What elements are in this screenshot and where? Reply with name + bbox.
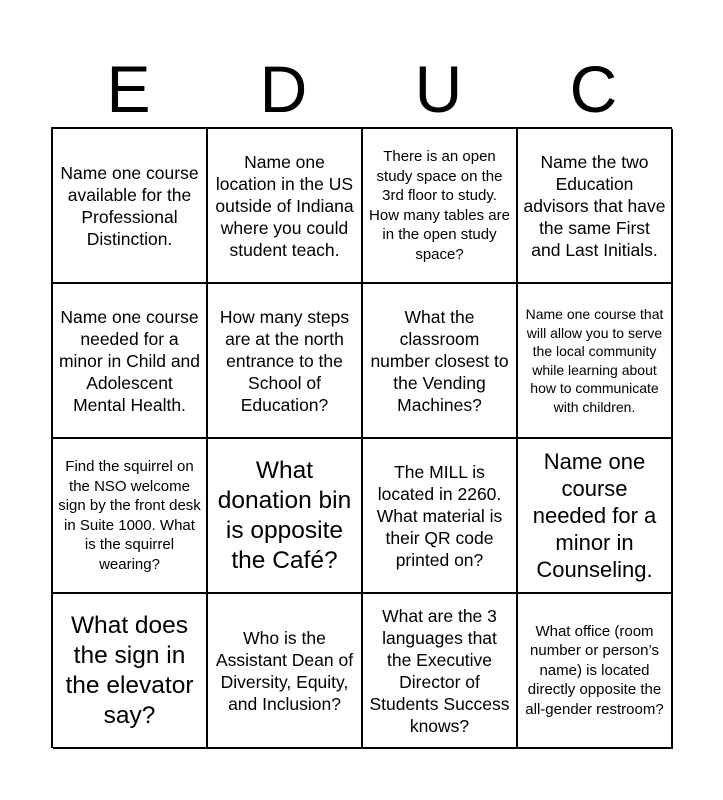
bingo-cell[interactable] xyxy=(53,129,208,284)
cell-text: What are the 3 languages that the Executive Director of Students Success knows? xyxy=(369,605,510,736)
bingo-grid xyxy=(51,127,672,748)
bingo-cell[interactable] xyxy=(363,129,518,284)
bingo-cell[interactable] xyxy=(208,284,363,439)
bingo-cell[interactable] xyxy=(53,594,208,749)
cell-text: What the classroom number closest to the Vending Machines? xyxy=(370,306,509,415)
bingo-header xyxy=(51,50,671,128)
header-letter-d: D xyxy=(259,52,308,126)
header-letter-u: U xyxy=(414,52,463,126)
bingo-cell[interactable] xyxy=(518,129,673,284)
cell-text: The MILL is located in 2260. What material is their QR code printed on? xyxy=(376,461,503,570)
header-letter-e: E xyxy=(106,52,151,126)
bingo-cell[interactable] xyxy=(208,439,363,594)
bingo-cell[interactable] xyxy=(208,129,363,284)
cell-text: What donation bin is opposite the Café? xyxy=(217,456,352,574)
cell-text: Who is the Assistant Dean of Diversity, Equity, and Inclusion? xyxy=(215,627,354,714)
bingo-cell[interactable] xyxy=(518,594,673,749)
cell-text: How many steps are at the north entrance to the School of Education? xyxy=(219,306,350,415)
bingo-cell[interactable] xyxy=(53,439,208,594)
bingo-cell[interactable] xyxy=(363,284,518,439)
cell-text: What office (room number or person’s name) is located directly opposite the all-gender restroom? xyxy=(525,622,664,718)
cell-text: Name one course needed for a minor in Child and Adolescent Mental Health. xyxy=(58,306,201,415)
bingo-cell[interactable] xyxy=(53,284,208,439)
cell-text: Name one course available for the Professional Distinction. xyxy=(60,162,199,249)
bingo-cell[interactable] xyxy=(363,594,518,749)
cell-text: Find the squirrel on the NSO welcome sign by the front desk in Suite 1000. What is the squirrel wearing? xyxy=(58,458,201,573)
bingo-cell[interactable] xyxy=(518,284,673,439)
cell-text: What does the sign in the elevator say? xyxy=(65,611,194,729)
header-letter-c: C xyxy=(569,52,618,126)
cell-text: There is an open study space on the 3rd floor to study. How many tables are in the open study space? xyxy=(369,148,510,263)
cell-text: Name one course needed for a minor in Counseling. xyxy=(532,449,657,582)
cell-text: Name the two Education advisors that have the same First and Last Initials. xyxy=(523,151,666,260)
bingo-cell[interactable] xyxy=(363,439,518,594)
bingo-cell[interactable] xyxy=(208,594,363,749)
bingo-cell[interactable] xyxy=(518,439,673,594)
cell-text: Name one location in the US outside of Indiana where you could student teach. xyxy=(215,151,354,260)
cell-text: Name one course that will allow you to serve the local community while learning about how to communicate with children. xyxy=(525,306,664,415)
